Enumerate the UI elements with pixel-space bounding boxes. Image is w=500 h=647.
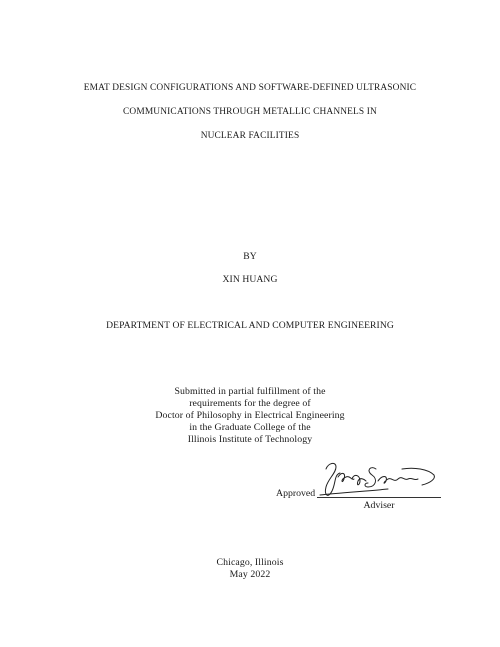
approved-label: Approved (276, 488, 316, 499)
title-line-1: EMAT DESIGN CONFIGURATIONS AND SOFTWARE-DEFINED ULTRASONIC (83, 83, 417, 93)
submission-line-3: Doctor of Philosophy in Electrical Engineering (155, 410, 345, 421)
author-name: XIN HUANG (222, 274, 278, 285)
submission-line-2: requirements for the degree of (189, 398, 311, 409)
title-line-3: NUCLEAR FACILITIES (200, 131, 300, 141)
department-name: DEPARTMENT OF ELECTRICAL AND COMPUTER ENGINEERING (106, 320, 394, 331)
location: Chicago, Illinois (216, 557, 284, 568)
adviser-label: Adviser (363, 500, 395, 511)
submission-line-1: Submitted in partial fulfillment of the (174, 386, 326, 397)
signature-line (317, 497, 441, 498)
submission-line-4: in the Graduate College of the (189, 422, 311, 433)
title-line-2: COMMUNICATIONS THROUGH METALLIC CHANNELS IN (123, 107, 377, 117)
by-label: BY (243, 251, 257, 262)
submission-line-5: Illinois Institute of Technology (187, 434, 313, 445)
approval-block (276, 457, 446, 515)
submission-date: May 2022 (229, 569, 271, 580)
